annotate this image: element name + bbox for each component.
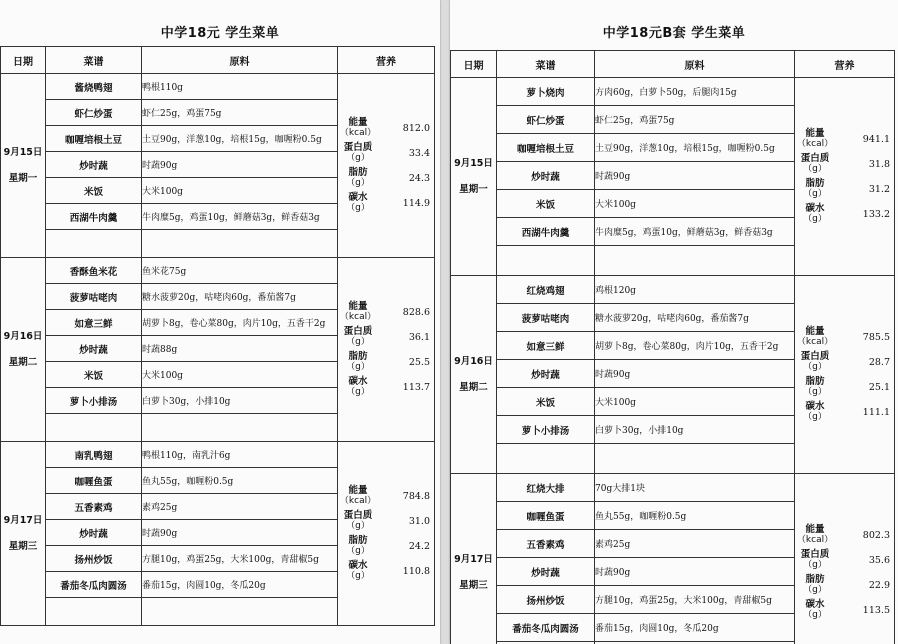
nutrient-name: 碳水 [348,560,368,571]
nutrient-unit: （g） [346,203,370,213]
nutrient-unit: （g） [803,412,827,422]
dish-name: 炒时蔬 [497,162,595,190]
nutrient-unit: （kcal） [339,496,377,506]
dish-spacer [46,414,142,442]
nutrition-cell [795,474,895,644]
ingredients-cell: 虾仁25g，鸡蛋75g [595,106,795,134]
nutrient-name: 碳水 [805,401,825,412]
nutrition-cell [795,276,895,474]
date-cell [1,442,46,626]
nutrient-name: 脂肪 [805,376,825,387]
date-label: 9月17日 [454,553,493,565]
nutrient-name: 能量 [805,524,825,535]
nutrient-name: 蛋白质 [800,351,830,362]
ingredients-cell: 番茄15g，肉圆10g，冬瓜20g [142,572,338,598]
carb-row [338,192,434,214]
nutrient-value: 113.7 [402,381,430,393]
nutrition-cell [338,258,435,442]
ingredients-cell: 方腿10g，鸡蛋25g，大米100g，青甜椒5g [142,546,338,572]
nutrient-value: 113.5 [862,604,890,616]
menu-table [450,50,895,644]
nutrient-name: 碳水 [348,376,368,387]
nutrient-value: 36.1 [408,331,430,343]
nutrient-unit: （kcal） [796,139,834,149]
dish-name: 虾仁炒蛋 [46,100,142,126]
nutrient-unit: （kcal） [339,128,377,138]
table-row [451,474,895,502]
dish-name: 红烧大排 [497,474,595,502]
ingredients-cell: 胡萝卜8g，卷心菜80g，肉片10g，五香干2g [595,332,795,360]
dish-header: 菜谱 [497,51,595,78]
carb-row [795,401,894,423]
ingredients-cell: 时蔬90g [142,520,338,546]
dish-spacer [46,598,142,626]
nutrient-label [795,401,835,423]
fat-row [338,167,434,189]
table-row [1,258,435,284]
nutrient-value: 110.8 [402,565,430,577]
dish-name: 扬州炒饭 [497,586,595,614]
nutrient-unit: （g） [346,546,370,556]
protein-row [795,351,894,373]
nutrition-cell [338,442,435,626]
nutrient-name: 碳水 [805,203,825,214]
nutrient-label [338,192,378,214]
menu-page-a [0,0,440,644]
ingredients-cell: 大米100g [595,388,795,416]
dish-name: 五香素鸡 [46,494,142,520]
nutrient-value: 33.4 [408,147,430,159]
ingredients-cell: 土豆90g，洋葱10g，培根15g，咖喱粉0.5g [595,134,795,162]
carb-row [795,203,894,225]
energy-row [795,524,894,546]
fat-row [795,178,894,200]
dish-name: 炒时蔬 [46,520,142,546]
weekday-label: 星期一 [8,172,38,184]
nutrient-value: 828.6 [402,306,430,318]
ingredients-cell: 鱼丸55g，咖喱粉0.5g [142,468,338,494]
date-cell [451,276,497,474]
carb-row [338,376,434,398]
nutrient-label [338,376,378,398]
nutrient-name: 蛋白质 [343,326,373,337]
nutrient-unit: （g） [803,560,827,570]
dish-name: 番茄冬瓜肉圆汤 [46,572,142,598]
ingredients-cell: 牛肉糜5g，鸡蛋10g，鲜蘑菇3g，鲜香菇3g [595,218,795,246]
ingredients-cell: 大米100g [595,190,795,218]
nutrient-name: 脂肪 [805,178,825,189]
nutrient-unit: （g） [346,571,370,581]
dish-name: 炒时蔬 [497,360,595,388]
nutrient-unit: （g） [803,585,827,595]
dish-name: 番茄冬瓜肉圆汤 [497,614,595,642]
nutrient-label [795,326,835,348]
ingredients-header: 原料 [142,47,338,74]
fat-row [338,535,434,557]
protein-row [338,142,434,164]
menu-page-b [450,0,898,644]
nutrient-name: 能量 [348,301,368,312]
nutrient-value: 785.5 [862,331,890,343]
nutrient-value: 784.8 [402,490,430,502]
ingredients-cell: 大米100g [142,362,338,388]
nutrient-value: 28.7 [868,356,890,368]
nutrient-label [795,351,835,373]
nutrient-unit: （g） [346,178,370,188]
nutrient-name: 蛋白质 [343,142,373,153]
dish-name: 西湖牛肉羹 [497,218,595,246]
ingredients-cell: 土豆90g，洋葱10g，培根15g，咖喱粉0.5g [142,126,338,152]
ingredients-cell: 白萝卜30g，小排10g [595,416,795,444]
dish-name: 萝卜小排汤 [497,416,595,444]
weekday-label: 星期二 [8,356,38,368]
nutrient-label [338,485,378,507]
dish-name: 米饭 [497,388,595,416]
nutrient-label [338,167,378,189]
ingredients-cell: 方肉60g，白萝卜50g，后腿肉15g [595,78,795,106]
table-row [451,276,895,304]
nutrient-name: 脂肪 [348,535,368,546]
ingredients-cell: 素鸡25g [595,530,795,558]
dish-name: 炒时蔬 [46,336,142,362]
fat-row [795,574,894,596]
date-cell [1,258,46,442]
nutrient-name: 碳水 [348,192,368,203]
nutrient-label [338,117,378,139]
nutrient-value: 31.8 [868,158,890,170]
dish-spacer [46,230,142,258]
nutrient-name: 蛋白质 [343,510,373,521]
dish-name: 如意三鲜 [46,310,142,336]
nutrient-value: 114.9 [402,197,430,209]
ingredients-cell: 鱼米花75g [142,258,338,284]
dish-name: 如意三鲜 [497,332,595,360]
protein-row [338,510,434,532]
dish-name: 菠萝咕咾肉 [46,284,142,310]
dish-name: 炒时蔬 [497,558,595,586]
ingredients-cell: 虾仁25g，鸡蛋75g [142,100,338,126]
nutrient-unit: （g） [346,153,370,163]
nutrient-value: 25.1 [868,381,890,393]
nutrient-value: 25.5 [408,356,430,368]
date-label: 9月16日 [454,355,493,367]
energy-row [338,301,434,323]
nutrient-name: 脂肪 [348,351,368,362]
fat-row [338,351,434,373]
menu-table [0,46,435,626]
nutrient-label [338,326,378,348]
date-header: 日期 [1,47,46,74]
protein-row [795,153,894,175]
nutrient-label [795,128,835,150]
nutrient-unit: （g） [803,610,827,620]
ingredients-cell: 鸡根120g [595,276,795,304]
energy-row [795,326,894,348]
weekday-label: 星期二 [459,381,488,393]
ingredients-cell: 时蔬90g [595,558,795,586]
dish-name: 咖喱培根土豆 [46,126,142,152]
dish-name: 炒时蔬 [46,152,142,178]
nutrient-value: 31.0 [408,515,430,527]
ingredients-cell: 方腿10g，鸡蛋25g，大米100g，青甜椒5g [595,586,795,614]
dish-header: 菜谱 [46,47,142,74]
ingredients-cell: 胡萝卜8g，卷心菜80g，肉片10g，五香干2g [142,310,338,336]
nutrient-name: 能量 [348,485,368,496]
nutrient-unit: （g） [346,337,370,347]
dish-name: 酱烧鸭翅 [46,74,142,100]
protein-row [338,326,434,348]
ingredients-cell: 糖水菠萝20g，咕咾肉60g，番茄酱7g [595,304,795,332]
dish-spacer [497,444,595,474]
energy-row [795,128,894,150]
dish-spacer [497,246,595,276]
nutrient-unit: （kcal） [796,337,834,347]
ingredients-cell: 鱼丸55g，咖喱粉0.5g [595,502,795,530]
ingredients-cell: 牛肉糜5g，鸡蛋10g，鲜蘑菇3g，鲜香菇3g [142,204,338,230]
dish-name: 萝卜烧肉 [497,78,595,106]
ingredients-cell: 时蔬90g [595,162,795,190]
nutrient-label [795,178,835,200]
nutrient-name: 能量 [805,326,825,337]
date-cell [451,474,497,644]
nutrient-label [338,510,378,532]
dish-name: 米饭 [46,362,142,388]
header-row [1,47,435,74]
ingredients-cell: 大米100g [142,178,338,204]
page-title: 中学18元B套 学生菜单 [602,26,746,41]
dish-name: 五香素鸡 [497,530,595,558]
fat-row [795,376,894,398]
nutrient-name: 脂肪 [805,574,825,585]
nutrient-unit: （g） [803,189,827,199]
nutrient-name: 能量 [805,128,825,139]
nutrient-value: 941.1 [862,133,890,145]
dish-name: 扬州炒饭 [46,546,142,572]
nutrient-value: 111.1 [862,406,890,418]
ingredients-cell: 时蔬90g [142,152,338,178]
nutrient-label [795,574,835,596]
page-title: 中学18元 学生菜单 [160,26,280,41]
nutrient-value: 24.3 [408,172,430,184]
nutrient-label [795,376,835,398]
dish-name: 红烧鸡翅 [497,276,595,304]
protein-row [795,549,894,571]
nutrient-unit: （g） [346,387,370,397]
energy-row [338,117,434,139]
nutrient-label [338,351,378,373]
nutrient-label [338,560,378,582]
nutrient-value: 133.2 [862,208,890,220]
nutrient-name: 碳水 [805,599,825,610]
table-row [451,78,895,106]
dish-name: 西湖牛肉羹 [46,204,142,230]
energy-row [338,485,434,507]
nutrient-unit: （g） [803,164,827,174]
nutrient-value: 31.2 [868,183,890,195]
ingredients-cell: 番茄15g，肉圆10g，冬瓜20g [595,614,795,642]
dish-name: 南乳鸭翅 [46,442,142,468]
ingredients-cell: 糖水菠萝20g，咕咾肉60g，番茄酱7g [142,284,338,310]
header-row [451,51,895,78]
nutrient-label [795,203,835,225]
nutrient-unit: （g） [346,521,370,531]
nutrient-value: 35.6 [868,554,890,566]
ingredients-cell: 70g大排1块 [595,474,795,502]
nutrition-header: 营养 [795,51,895,78]
date-label: 9月17日 [3,514,43,526]
nutrient-unit: （g） [346,362,370,372]
table-row [1,74,435,100]
dish-name: 米饭 [46,178,142,204]
nutrient-unit: （kcal） [796,535,834,545]
nutrient-label [338,535,378,557]
nutrient-value: 812.0 [402,122,430,134]
nutrient-label [795,524,835,546]
dish-name: 香酥鱼米花 [46,258,142,284]
nutrient-name: 能量 [348,117,368,128]
nutrient-name: 蛋白质 [800,549,830,560]
table-row [1,442,435,468]
nutrient-label [795,599,835,621]
date-header: 日期 [451,51,497,78]
nutrient-value: 24.2 [408,540,430,552]
dish-name: 菠萝咕咾肉 [497,304,595,332]
ingredients-cell: 时蔬88g [142,336,338,362]
ingredients-spacer [595,444,795,474]
dish-name: 咖喱鱼蛋 [497,502,595,530]
date-label: 9月15日 [3,146,43,158]
nutrient-label [338,301,378,323]
nutrient-name: 脂肪 [348,167,368,178]
date-cell [1,74,46,258]
carb-row [795,599,894,621]
ingredients-cell: 时蔬90g [595,360,795,388]
nutrient-unit: （kcal） [339,312,377,322]
date-cell [451,78,497,276]
dish-name: 米饭 [497,190,595,218]
weekday-label: 星期三 [8,540,38,552]
dish-name: 萝卜小排汤 [46,388,142,414]
ingredients-spacer [142,230,338,258]
weekday-label: 星期一 [459,183,488,195]
nutrient-value: 802.3 [862,529,890,541]
nutrition-cell [795,78,895,276]
nutrient-label [795,153,835,175]
carb-row [338,560,434,582]
nutrition-cell [338,74,435,258]
ingredients-cell: 素鸡25g [142,494,338,520]
dish-name: 咖喱鱼蛋 [46,468,142,494]
ingredients-spacer [595,246,795,276]
nutrient-unit: （g） [803,362,827,372]
nutrition-header: 营养 [338,47,435,74]
date-label: 9月15日 [454,157,493,169]
ingredients-cell: 鸭根110g [142,74,338,100]
nutrient-value: 22.9 [868,579,890,591]
ingredients-spacer [142,598,338,626]
dish-name: 虾仁炒蛋 [497,106,595,134]
ingredients-cell: 白萝卜30g，小排10g [142,388,338,414]
nutrient-unit: （g） [803,214,827,224]
date-label: 9月16日 [3,330,43,342]
nutrient-label [795,549,835,571]
dish-name: 咖喱培根土豆 [497,134,595,162]
nutrient-name: 蛋白质 [800,153,830,164]
nutrient-unit: （g） [803,387,827,397]
weekday-label: 星期三 [459,579,488,591]
ingredients-cell: 鸭根110g，南乳汁6g [142,442,338,468]
ingredients-spacer [142,414,338,442]
nutrient-label [338,142,378,164]
ingredients-header: 原料 [595,51,795,78]
